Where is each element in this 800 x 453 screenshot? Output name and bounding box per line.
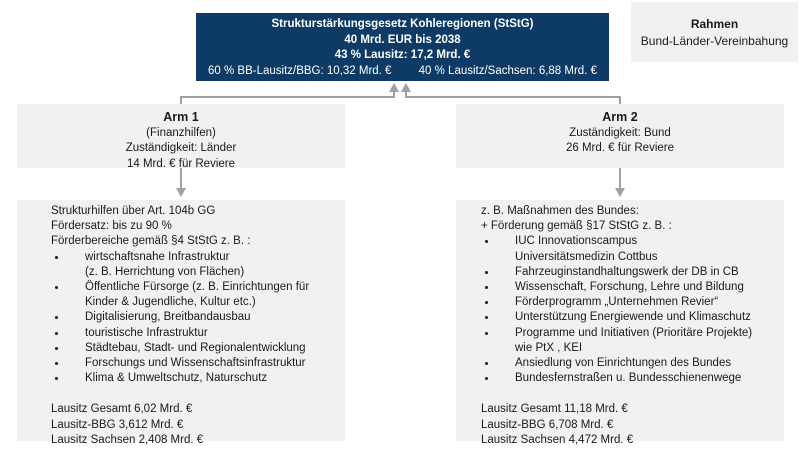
arm2-line: 26 Mrd. € für Reviere	[565, 142, 674, 154]
list-item-text: Wissenschaft, Forschung, Lehre und Bildung	[515, 281, 744, 294]
list-item	[51, 280, 345, 310]
list-item	[481, 356, 784, 371]
arrowhead-top-right	[401, 83, 411, 92]
detail2-total: Lausitz Sachsen 4,472 Mrd. €	[481, 433, 634, 446]
law-total: 40 Mrd. EUR bis 2038	[344, 33, 461, 46]
list-item	[481, 280, 784, 295]
list-item-text: Programme und Initiativen (Prioritäre Projekte)	[515, 326, 753, 339]
arm1-detail-box	[17, 200, 345, 446]
detail2-bullet-list	[481, 234, 784, 386]
arm1-title: Arm 1	[163, 110, 199, 124]
list-item-subtext: Universitätsmedizin Cottbus	[515, 250, 658, 263]
arm2-title: Arm 2	[602, 110, 638, 124]
list-item	[51, 356, 345, 371]
detail1-total: Lausitz Gesamt 6,02 Mrd. €	[51, 403, 193, 416]
list-item	[51, 250, 345, 280]
law-split-row	[196, 64, 609, 80]
law-split-sachsen: 40 % Lausitz/Sachsen: 6,88 Mrd. €	[418, 64, 597, 77]
detail1-total: Lausitz Sachsen 2,408 Mrd. €	[51, 433, 204, 446]
list-item-text: touristische Infrastruktur	[85, 326, 208, 339]
arm1-line: 14 Mrd. € für Reviere	[126, 157, 235, 170]
detail1-intro: Förderbereiche gemäß §4 StStG z. B. :	[51, 235, 251, 248]
list-item-text: Förderprogramm „Unternehmen Revier“	[515, 296, 719, 309]
list-item	[51, 326, 345, 341]
list-item-text: IUC Innovationscampus	[515, 235, 638, 248]
arm2-box	[456, 104, 784, 168]
connector-arm2-top	[406, 86, 620, 104]
arm2-line: Zuständigkeit: Bund	[569, 126, 671, 139]
list-item	[481, 234, 784, 264]
list-item-subtext: wie PtX , KEI	[515, 341, 583, 354]
list-item	[51, 341, 345, 356]
list-item-text: Bundesfernstraßen u. Bundesschienenwege	[515, 372, 742, 385]
list-item-text: Klima & Umweltschutz, Naturschutz	[85, 372, 268, 385]
list-item-subtext: Kinder & Jugendliche, Kultur etc.)	[85, 296, 256, 309]
list-item	[51, 310, 345, 325]
detail1-bullet-list	[51, 250, 345, 387]
detail2-intro: + Förderung gemäß §17 StStG z. B. :	[481, 220, 672, 233]
detail2-total: Lausitz-BBG 6,708 Mrd. €	[481, 418, 614, 431]
arm1-line: Zuständigkeit: Länder	[125, 142, 237, 154]
law-title: Strukturstärkungsgesetz Kohleregionen (StStG)	[271, 18, 534, 30]
list-item	[481, 295, 784, 310]
detail2-intro: z. B. Maßnahmen des Bundes:	[481, 205, 639, 217]
detail1-intro: Strukturhilfen über Art. 104b GG	[51, 205, 216, 217]
framework-title: Rahmen	[690, 17, 739, 31]
arm1-line: (Finanzhilfen)	[146, 126, 216, 139]
connector-arm1-top	[181, 86, 394, 104]
law-header-box	[196, 13, 609, 81]
list-item	[481, 326, 784, 356]
list-item-text: Digitalisierung, Breitbandausbau	[85, 311, 251, 324]
list-item-subtext: (z. B. Herrichtung von Flächen)	[85, 265, 245, 278]
arrowhead-arm1-detail	[176, 188, 186, 197]
framework-box	[631, 2, 798, 62]
framework-text: Bund-Länder-Vereinbahung	[640, 34, 789, 48]
arrowhead-top-left	[389, 83, 399, 92]
detail2-total: Lausitz Gesamt 11,18 Mrd. €	[481, 403, 628, 416]
list-item-text: wirtschaftsnahe Infrastruktur	[85, 250, 230, 263]
list-item-text: Ansiedlung von Einrichtungen des Bundes	[515, 357, 732, 370]
law-lausitz-share: 43 % Lausitz: 17,2 Mrd. €	[334, 49, 471, 61]
list-item-text: Unterstützung Energiewende und Klimaschutz	[515, 311, 751, 324]
list-item-text: Städtebau, Stadt- und Regionalentwicklung	[85, 341, 306, 354]
list-item	[51, 371, 345, 386]
list-item	[481, 310, 784, 325]
list-item-text: Forschungs und Wissenschaftsinfrastruktur	[85, 357, 306, 370]
list-item	[481, 371, 784, 386]
list-item-text: Fahrzeuginstandhaltungswerk der DB in CB	[515, 265, 739, 278]
law-split-bbg: 60 % BB-Lausitz/BBG: 10,32 Mrd. €	[208, 64, 392, 77]
arm2-detail-box	[456, 200, 784, 446]
detail1-intro: Fördersatz: bis zu 90 %	[51, 220, 172, 233]
detail1-total: Lausitz-BBG 3,612 Mrd. €	[51, 418, 184, 431]
list-item-text: Öffentliche Fürsorge (z. B. Einrichtungen für	[85, 281, 310, 294]
list-item	[481, 265, 784, 280]
arm1-box	[17, 104, 345, 168]
arrowhead-arm2-detail	[615, 188, 625, 197]
